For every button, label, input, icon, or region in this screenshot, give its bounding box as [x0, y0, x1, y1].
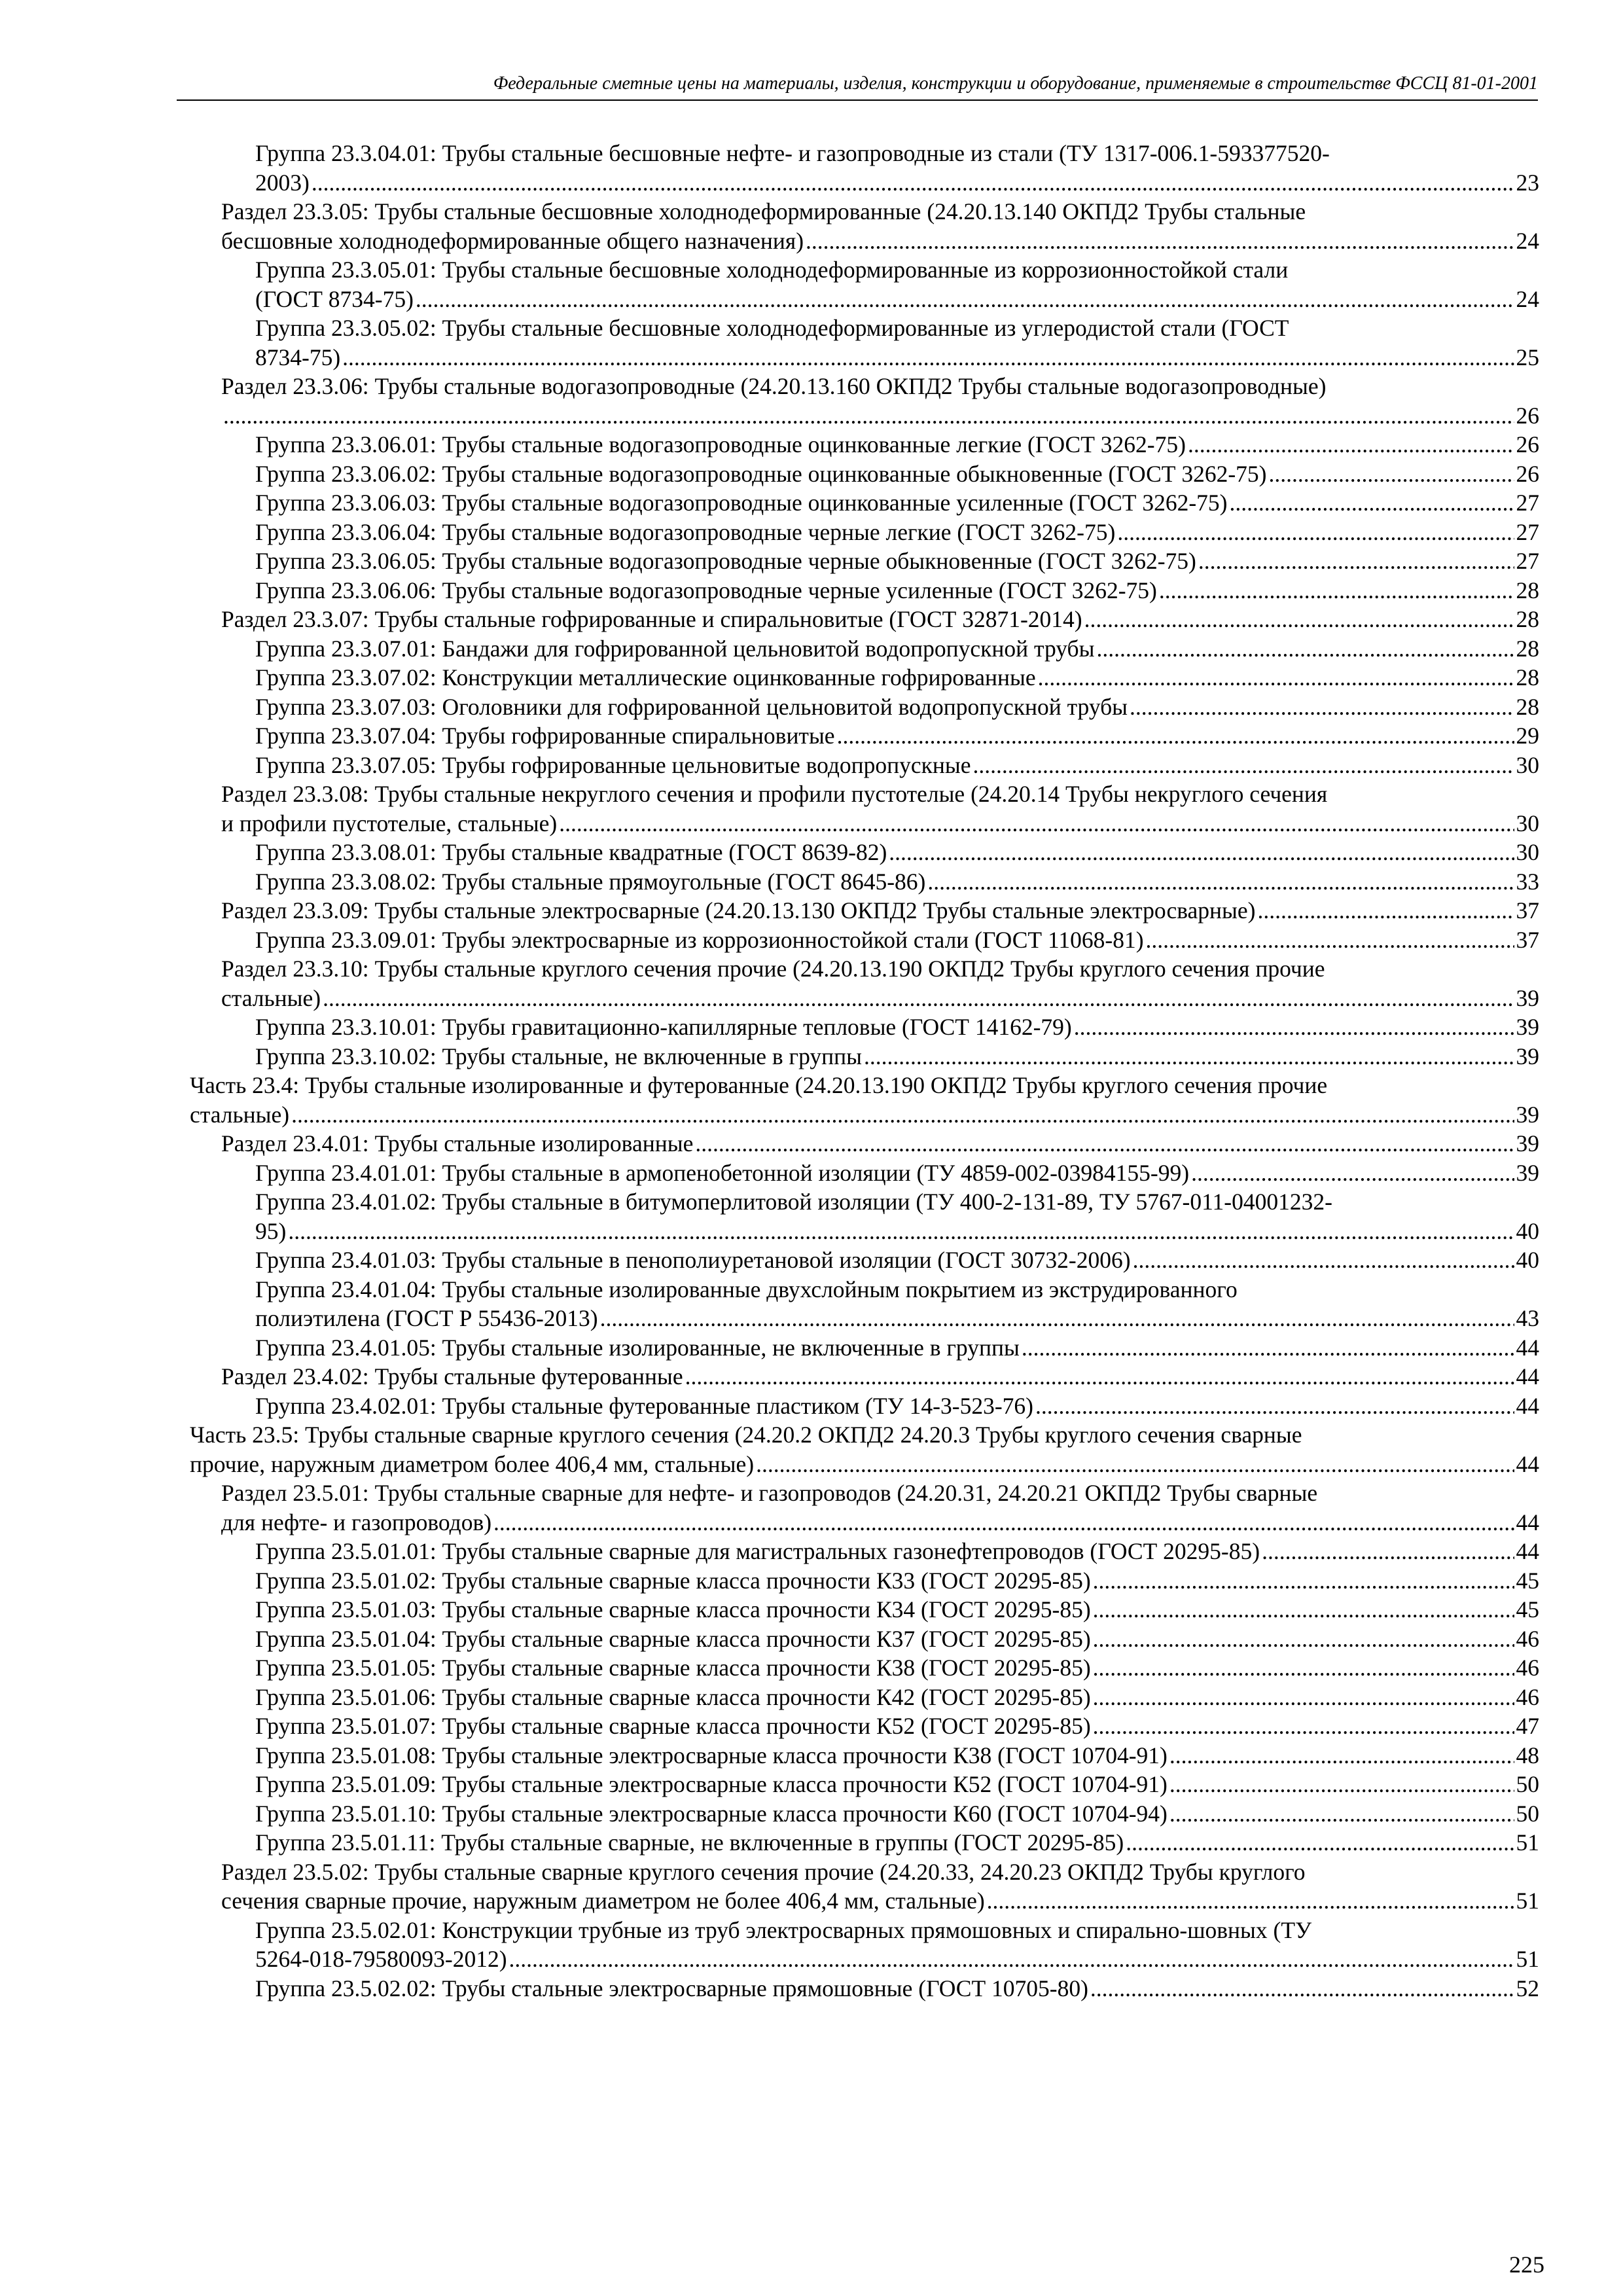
toc-entry[interactable] [190, 1275, 1539, 1333]
toc-entry-line [255, 1799, 1539, 1829]
dot-leader [987, 1886, 1514, 1916]
toc-entry-line [221, 984, 1539, 1013]
toc-entry[interactable] [190, 751, 1539, 780]
toc-page-number: 37 [1516, 897, 1539, 924]
toc-entry[interactable] [190, 1974, 1539, 2003]
dot-leader [973, 751, 1514, 780]
toc-page-number: 27 [1516, 548, 1539, 574]
dot-leader [695, 1129, 1514, 1158]
toc-entry-text: прочие, наружным диаметром более 406,4 мм, стальные) [190, 1450, 755, 1477]
toc-entry-text: Группа 23.3.06.04: Трубы стальные водогазопроводные черные легкие (ГОСТ 3262-75) [255, 518, 1116, 545]
dot-leader [1262, 1537, 1514, 1566]
toc-entry-line [255, 1974, 1539, 2003]
toc-page-number: 46 [1516, 1625, 1539, 1652]
dot-leader [1188, 430, 1514, 459]
toc-entry-text: Группа 23.3.06.05: Трубы стальные водогазопроводные черные обыкновенные (ГОСТ 3262-75) [255, 548, 1196, 574]
toc-entry-text: Раздел 23.5.01: Трубы стальные сварные для нефте- и газопроводов (24.20.31, 24.20.21 ОКПД2 Трубы сварные [221, 1480, 1318, 1506]
toc-entry-text: Группа 23.5.01.11: Трубы стальные сварные, не включенные в группы (ГОСТ 20295-85) [255, 1829, 1124, 1856]
toc-entry[interactable] [190, 1653, 1539, 1683]
toc-entry-text: Группа 23.5.01.10: Трубы стальные электросварные класса прочности К60 (ГОСТ 10704-94) [255, 1800, 1168, 1827]
toc-entry[interactable] [190, 576, 1539, 605]
toc-entry[interactable] [190, 1683, 1539, 1712]
toc-entry-line [255, 1246, 1539, 1275]
toc-entry-line [221, 809, 1539, 838]
dot-leader [1133, 1246, 1514, 1275]
dot-leader [1035, 1391, 1514, 1421]
toc-entry[interactable] [190, 692, 1539, 722]
toc-entry-text: Группа 23.5.01.06: Трубы стальные сварные класса прочности К42 (ГОСТ 20295-85) [255, 1683, 1091, 1710]
toc-page-number: 25 [1516, 344, 1539, 370]
dot-leader [1093, 1624, 1514, 1654]
toc-entry-text: Группа 23.3.07.05: Трубы гофрированные цельновитые водопропускные [255, 751, 971, 778]
dot-leader [1074, 1013, 1514, 1042]
dot-leader [756, 1450, 1514, 1479]
toc-page-number: 28 [1516, 635, 1539, 662]
toc-entry-text: Группа 23.5.02.02: Трубы стальные электросварные прямошовные (ГОСТ 10705-80) [255, 1975, 1088, 2001]
dot-leader [1169, 1741, 1514, 1770]
toc-entry-text: Раздел 23.4.02: Трубы стальные футерованные [221, 1363, 683, 1390]
toc-entry-line [190, 1071, 1539, 1100]
toc-entry[interactable] [190, 1362, 1539, 1391]
toc-entry[interactable] [190, 1595, 1539, 1624]
dot-leader [1096, 634, 1514, 664]
toc-entry-text: Группа 23.5.01.04: Трубы стальные сварные класса прочности К37 (ГОСТ 20295-85) [255, 1625, 1091, 1652]
toc-entry-text: стальные) [221, 984, 321, 1011]
toc-entry[interactable] [190, 1624, 1539, 1654]
toc-page-number: 44 [1516, 1363, 1539, 1390]
toc-page-number: 28 [1516, 606, 1539, 632]
toc-entry[interactable] [190, 1566, 1539, 1596]
toc-entry[interactable] [190, 197, 1539, 255]
dot-leader [1191, 1158, 1514, 1188]
toc-entry-line [255, 1391, 1539, 1421]
toc-entry-line [255, 1217, 1539, 1246]
toc-page-number: 24 [1516, 227, 1539, 254]
toc-entry-line [255, 314, 1539, 343]
toc-entry-text: Группа 23.3.10.01: Трубы гравитационно-капиллярные тепловые (ГОСТ 14162-79) [255, 1014, 1072, 1040]
dot-leader [1169, 1770, 1514, 1799]
toc-entry-line [255, 867, 1539, 897]
toc-entry[interactable] [190, 1537, 1539, 1566]
toc-page-number: 45 [1516, 1596, 1539, 1623]
toc-entry-line [255, 343, 1539, 372]
toc-entry[interactable] [190, 1391, 1539, 1421]
dot-leader [1117, 518, 1514, 547]
toc-entry-text: Группа 23.3.08.01: Трубы стальные квадратные (ГОСТ 8639-82) [255, 839, 887, 865]
toc-entry-line [255, 634, 1539, 664]
toc-entry-text: Часть 23.5: Трубы стальные сварные круглого сечения (24.20.2 ОКПД2 24.20.3 Трубы круглого сечения сварные [190, 1422, 1302, 1448]
dot-leader [1090, 1974, 1514, 2003]
dot-leader [559, 809, 1514, 838]
toc-entry[interactable] [190, 663, 1539, 692]
toc-entry-line [255, 1712, 1539, 1741]
dot-leader [1257, 896, 1514, 925]
toc-entry-line [255, 1158, 1539, 1188]
toc-page-number: 30 [1516, 810, 1539, 836]
toc-entry-line [255, 1275, 1539, 1304]
toc-entry-line [255, 1828, 1539, 1857]
dot-leader [1093, 1683, 1514, 1712]
toc-entry[interactable] [190, 1246, 1539, 1275]
dot-leader [864, 1042, 1514, 1071]
toc-entry-line [255, 1566, 1539, 1596]
toc-entry-line [255, 1653, 1539, 1683]
toc-entry-text: Раздел 23.5.02: Трубы стальные сварные круглого сечения прочие (24.20.33, 24.20.23 ОКПД2 Трубы круглого [221, 1858, 1306, 1885]
toc-entry-text: Группа 23.4.01.03: Трубы стальные в пенополиуретановой изоляции (ГОСТ 30732-2006) [255, 1247, 1131, 1273]
toc-page-number: 51 [1516, 1888, 1539, 1914]
toc-entry-line [190, 1100, 1539, 1130]
toc-entry-text: Группа 23.3.07.02: Конструкции металлические оцинкованные гофрированные [255, 664, 1036, 691]
toc-page-number: 51 [1516, 1829, 1539, 1856]
toc-entry[interactable] [190, 1828, 1539, 1857]
page-number: 225 [1509, 2251, 1544, 2278]
toc-page-number: 26 [1516, 431, 1539, 457]
dot-leader [1022, 1333, 1514, 1363]
toc-entry[interactable] [190, 1741, 1539, 1770]
dot-leader [288, 1217, 1514, 1246]
toc-entry-text: Группа 23.5.01.05: Трубы стальные сварные класса прочности К38 (ГОСТ 20295-85) [255, 1655, 1091, 1681]
toc-entry-text: Группа 23.3.06.03: Трубы стальные водогазопроводные оцинкованные усиленные (ГОСТ 3262-75) [255, 490, 1228, 516]
toc-entry-line [255, 168, 1539, 198]
toc-entry-line [221, 197, 1539, 226]
toc-entry-text: стальные) [190, 1101, 290, 1128]
toc-entry-text: Группа 23.3.05.01: Трубы стальные бесшовные холоднодеформированные из коррозионностойкой стали [255, 257, 1289, 283]
toc-entry-line [255, 1624, 1539, 1654]
toc-entry[interactable] [190, 1712, 1539, 1741]
dot-leader [1093, 1566, 1514, 1596]
toc-page-number: 44 [1516, 1538, 1539, 1564]
toc-entry-text: Группа 23.4.01.02: Трубы стальные в битумоперлитовой изоляции (ТУ 400-2-131-89, ТУ 5767-011-04001232- [255, 1189, 1332, 1215]
toc-entry[interactable] [190, 780, 1539, 838]
toc-entry-text: и профили пустотелые, стальные) [221, 810, 558, 836]
toc-entry-line [255, 721, 1539, 751]
toc-entry-line [255, 139, 1539, 168]
toc-entry-text: Часть 23.4: Трубы стальные изолированные и футерованные (24.20.13.190 ОКПД2 Трубы круглого сечения прочие [190, 1072, 1328, 1098]
toc-page-number: 39 [1516, 984, 1539, 1011]
toc-entry[interactable] [190, 314, 1539, 372]
dot-leader [493, 1508, 1514, 1537]
toc-page-number: 45 [1516, 1567, 1539, 1594]
toc-entry[interactable] [190, 372, 1539, 430]
toc-entry-text: для нефте- и газопроводов) [221, 1509, 492, 1535]
toc-entry[interactable] [190, 1333, 1539, 1363]
toc-entry-text: Группа 23.5.01.01: Трубы стальные сварные для магистральных газонефтепроводов (ГОСТ 20295-85) [255, 1538, 1260, 1564]
dot-leader [312, 168, 1514, 198]
toc-entry-text: Группа 23.5.02.01: Конструкции трубные из труб электросварных прямошовных и спирально-шовных (ТУ [255, 1916, 1312, 1943]
toc-entry[interactable] [190, 925, 1539, 955]
toc-entry[interactable] [190, 1479, 1539, 1537]
dot-leader [600, 1304, 1514, 1333]
toc-entry-line [255, 1741, 1539, 1770]
toc-entry-line [255, 547, 1539, 576]
toc-entry[interactable] [190, 255, 1539, 314]
toc-entry-text: бесшовные холоднодеформированные общего назначения) [221, 227, 804, 254]
toc-entry-text: Раздел 23.3.06: Трубы стальные водогазопроводные (24.20.13.160 ОКПД2 Трубы стальные водогазопроводные) [221, 373, 1327, 399]
toc-page-number: 27 [1516, 490, 1539, 516]
toc-entry-text: Группа 23.3.07.01: Бандажи для гофрированной цельновитой водопропускной трубы [255, 635, 1095, 662]
dot-leader [323, 984, 1514, 1013]
toc-page-number: 39 [1516, 1159, 1539, 1186]
toc-page-number: 27 [1516, 518, 1539, 545]
toc-entry-line [255, 285, 1539, 314]
toc-page-number: 30 [1516, 839, 1539, 865]
toc-page-number: 39 [1516, 1043, 1539, 1069]
toc-entry[interactable] [190, 605, 1539, 634]
toc-entry-line [255, 430, 1539, 459]
toc-page-number: 39 [1516, 1101, 1539, 1128]
toc-entry[interactable] [190, 1042, 1539, 1071]
toc-page-number: 40 [1516, 1217, 1539, 1244]
toc-page-number: 37 [1516, 926, 1539, 953]
toc-entry-text: (ГОСТ 8734-75) [255, 285, 414, 312]
toc-entry-line [221, 1886, 1539, 1916]
toc-page-number: 52 [1516, 1975, 1539, 2001]
dot-leader [1169, 1799, 1514, 1829]
toc-entry[interactable] [190, 488, 1539, 518]
toc-entry-line [255, 751, 1539, 780]
toc-entry-line [221, 605, 1539, 634]
toc-page-number: 23 [1516, 169, 1539, 196]
toc-entry[interactable] [190, 634, 1539, 664]
toc-page-number: 24 [1516, 285, 1539, 312]
dot-leader [1084, 605, 1514, 634]
toc-entry-line [255, 1013, 1539, 1042]
toc-entry-text: Раздел 23.3.08: Трубы стальные некруглого сечения и профили пустотелые (24.20.14 Трубы некруглого сечения [221, 781, 1328, 807]
toc-entry-text: Группа 23.4.01.01: Трубы стальные в армопенобетонной изоляции (ТУ 4859-002-03984155-99) [255, 1159, 1190, 1186]
dot-leader [1198, 547, 1514, 576]
toc-entry-text: Группа 23.5.01.08: Трубы стальные электросварные класса прочности К38 (ГОСТ 10704-91) [255, 1742, 1168, 1768]
toc-page-number: 39 [1516, 1130, 1539, 1157]
dot-leader [1130, 692, 1514, 722]
toc-entry[interactable] [190, 547, 1539, 576]
toc-entry-text: 95) [255, 1217, 287, 1244]
toc-entry-line [255, 925, 1539, 955]
toc-entry[interactable] [190, 139, 1539, 197]
toc-page-number: 44 [1516, 1392, 1539, 1419]
toc-page-number: 28 [1516, 693, 1539, 720]
toc-entry-line [221, 1479, 1539, 1508]
toc-entry-line [190, 1450, 1539, 1479]
toc-entry-line [221, 780, 1539, 809]
toc-page-number: 26 [1516, 460, 1539, 487]
toc-entry[interactable] [190, 954, 1539, 1013]
toc-entry[interactable] [190, 1770, 1539, 1799]
toc-entry-line [255, 488, 1539, 518]
dot-leader [1093, 1653, 1514, 1683]
toc-entry-line [221, 954, 1539, 984]
toc-entry-line [255, 1304, 1539, 1333]
toc-entry-text: Группа 23.3.10.02: Трубы стальные, не включенные в группы [255, 1043, 862, 1069]
toc-entry-text: Группа 23.3.08.02: Трубы стальные прямоугольные (ГОСТ 8645-86) [255, 868, 926, 895]
toc-page-number: 50 [1516, 1800, 1539, 1827]
toc-entry-line [221, 896, 1539, 925]
toc-page-number: 44 [1516, 1509, 1539, 1535]
header-divider [177, 99, 1538, 101]
toc-entry[interactable] [190, 1158, 1539, 1188]
toc-entry-text: Группа 23.3.06.02: Трубы стальные водогазопроводные оцинкованные обыкновенные (ГОСТ 3262-75) [255, 460, 1267, 487]
toc-page-number: 29 [1516, 723, 1539, 749]
toc-page-number: 44 [1516, 1450, 1539, 1477]
toc-page-number: 46 [1516, 1683, 1539, 1710]
toc-entry[interactable] [190, 1420, 1539, 1479]
dot-leader [416, 285, 1514, 314]
dot-leader [889, 838, 1514, 867]
toc-entry-line [255, 1187, 1539, 1217]
toc-entry-line [255, 1770, 1539, 1799]
dot-leader [1093, 1595, 1514, 1624]
dot-leader [927, 867, 1514, 897]
toc-entry[interactable] [190, 721, 1539, 751]
toc-entry-text: 8734-75) [255, 344, 341, 370]
toc-entry[interactable] [190, 518, 1539, 547]
toc-entry-text: Раздел 23.3.09: Трубы стальные электросварные (24.20.13.130 ОКПД2 Трубы стальные электросварные) [221, 897, 1256, 924]
toc-entry[interactable] [190, 430, 1539, 459]
toc-entry-text: Раздел 23.3.10: Трубы стальные круглого сечения прочие (24.20.13.190 ОКПД2 Трубы круглого сечения прочие [221, 956, 1325, 982]
toc-entry-text: Группа 23.3.06.06: Трубы стальные водогазопроводные черные усиленные (ГОСТ 3262-75) [255, 577, 1157, 603]
toc-entry-line [221, 401, 1539, 431]
dot-leader [509, 1945, 1514, 1974]
dot-leader [685, 1362, 1514, 1391]
dot-leader [1268, 459, 1514, 489]
toc-entry-text: Группа 23.3.06.01: Трубы стальные водогазопроводные оцинкованные легкие (ГОСТ 3262-75) [255, 431, 1186, 457]
toc-entry-line [255, 1916, 1539, 1945]
toc-entry-line [221, 1129, 1539, 1158]
toc-page-number: 39 [1516, 1014, 1539, 1040]
dot-leader [1146, 925, 1514, 955]
dot-leader [1093, 1712, 1514, 1741]
dot-leader [291, 1100, 1514, 1130]
toc-entry-line [255, 576, 1539, 605]
toc-entry-text: 2003) [255, 169, 310, 196]
toc-entry-text: Группа 23.5.01.07: Трубы стальные сварные класса прочности К52 (ГОСТ 20295-85) [255, 1713, 1091, 1739]
toc-entry-text: Группа 23.4.01.04: Трубы стальные изолированные двухслойным покрытием из экструдированного [255, 1276, 1238, 1302]
toc-page-number: 33 [1516, 868, 1539, 895]
toc-entry-text: Группа 23.4.02.01: Трубы стальные футерованные пластиком (ТУ 14-3-523-76) [255, 1392, 1033, 1419]
table-of-contents [190, 139, 1539, 2003]
toc-entry-text: Группа 23.5.01.03: Трубы стальные сварные класса прочности К34 (ГОСТ 20295-85) [255, 1596, 1091, 1623]
dot-leader [837, 721, 1514, 751]
toc-page-number: 40 [1516, 1247, 1539, 1273]
dot-leader [342, 343, 1514, 372]
toc-entry-text: Группа 23.3.07.04: Трубы гофрированные спиральновитые [255, 723, 835, 749]
toc-entry-line [255, 1683, 1539, 1712]
toc-entry-line [221, 1508, 1539, 1537]
toc-page-number: 28 [1516, 577, 1539, 603]
toc-page-number: 28 [1516, 664, 1539, 691]
toc-entry[interactable] [190, 1187, 1539, 1246]
toc-entry-text: 5264-018-79580093-2012) [255, 1946, 507, 1972]
toc-entry-line [255, 1042, 1539, 1071]
toc-page-number: 43 [1516, 1305, 1539, 1331]
toc-entry-text: Группа 23.3.05.02: Трубы стальные бесшовные холоднодеформированные из углеродистой стали (ГОСТ [255, 315, 1289, 341]
toc-entry-line [255, 1595, 1539, 1624]
dot-leader [1038, 663, 1514, 692]
toc-entry-text: Группа 23.3.07.03: Оголовники для гофрированной цельновитой водопропускной трубы [255, 693, 1128, 720]
toc-entry[interactable] [190, 1071, 1539, 1129]
dot-leader [1229, 488, 1514, 518]
toc-entry-line [255, 1333, 1539, 1363]
toc-entry[interactable] [190, 867, 1539, 897]
toc-entry-line [255, 692, 1539, 722]
toc-entry-line [221, 226, 1539, 256]
toc-entry-line [221, 372, 1539, 401]
toc-entry-line [190, 1420, 1539, 1450]
toc-entry[interactable] [190, 1013, 1539, 1042]
toc-entry[interactable] [190, 1129, 1539, 1158]
toc-entry-line [255, 838, 1539, 867]
toc-entry-line [221, 1362, 1539, 1391]
toc-entry-line [255, 1537, 1539, 1566]
toc-entry-text: полиэтилена (ГОСТ Р 55436-2013) [255, 1305, 598, 1331]
toc-entry[interactable] [190, 1799, 1539, 1829]
toc-page-number: 44 [1516, 1334, 1539, 1361]
toc-entry[interactable] [190, 1857, 1539, 1916]
toc-page-number: 48 [1516, 1742, 1539, 1768]
toc-page-number: 51 [1516, 1946, 1539, 1972]
toc-entry-line [255, 1945, 1539, 1974]
toc-page-number: 30 [1516, 751, 1539, 778]
toc-entry-text: Раздел 23.4.01: Трубы стальные изолированные [221, 1130, 694, 1157]
toc-entry-line [255, 459, 1539, 489]
toc-entry[interactable] [190, 838, 1539, 867]
toc-entry-text: Группа 23.3.09.01: Трубы электросварные из коррозионностойкой стали (ГОСТ 11068-81) [255, 926, 1144, 953]
toc-page-number: 46 [1516, 1655, 1539, 1681]
toc-entry[interactable] [190, 459, 1539, 489]
toc-entry[interactable] [190, 1916, 1539, 1974]
toc-entry-text: Раздел 23.3.07: Трубы стальные гофрированные и спиральновитые (ГОСТ 32871-2014) [221, 606, 1082, 632]
running-header: Федеральные сметные цены на материалы, изделия, конструкции и оборудование, применяемые в строительстве ФССЦ 81-01-2001 [493, 73, 1538, 94]
dot-leader [806, 226, 1514, 256]
toc-entry-text: Группа 23.3.04.01: Трубы стальные бесшовные нефте- и газопроводные из стали (ТУ 1317-006.1-593377520- [255, 140, 1330, 166]
toc-entry-line [221, 1857, 1539, 1887]
toc-entry-line [255, 255, 1539, 285]
toc-entry-text: Группа 23.5.01.09: Трубы стальные электросварные класса прочности К52 (ГОСТ 10704-91) [255, 1771, 1168, 1797]
dot-leader [1126, 1828, 1514, 1857]
toc-entry[interactable] [190, 896, 1539, 925]
toc-entry-text: Раздел 23.3.05: Трубы стальные бесшовные холоднодеформированные (24.20.13.140 ОКПД2 Трубы стальные [221, 198, 1306, 224]
toc-page-number: 50 [1516, 1771, 1539, 1797]
toc-entry-text: сечения сварные прочие, наружным диаметром не более 406,4 мм, стальные) [221, 1888, 985, 1914]
toc-entry-text: Группа 23.4.01.05: Трубы стальные изолированные, не включенные в группы [255, 1334, 1020, 1361]
toc-entry-text: Группа 23.5.01.02: Трубы стальные сварные класса прочности К33 (ГОСТ 20295-85) [255, 1567, 1091, 1594]
dot-leader [223, 401, 1514, 431]
toc-page-number: 26 [1516, 402, 1539, 429]
toc-entry-line [255, 518, 1539, 547]
toc-page-number: 47 [1516, 1713, 1539, 1739]
dot-leader [1159, 576, 1514, 605]
toc-entry-line [255, 663, 1539, 692]
